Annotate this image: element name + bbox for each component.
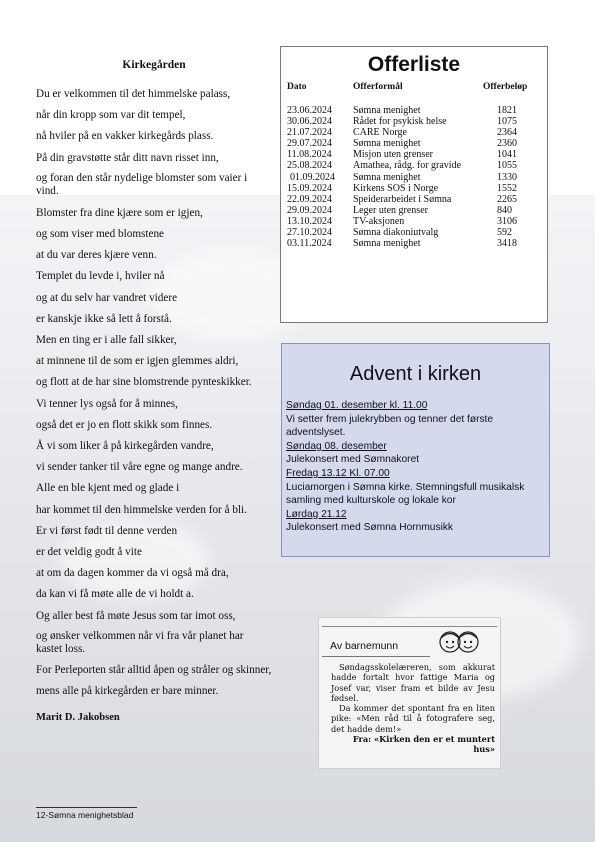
offer-amount: 1821 bbox=[497, 105, 517, 116]
poem-title: Kirkegården bbox=[122, 59, 186, 71]
poem-line: Vi tenner lys også for å minnes, bbox=[36, 397, 178, 410]
poem-line: og som viser med blomstene bbox=[36, 228, 165, 241]
poem-line: har kommet til den himmelske verden for å bli. bbox=[36, 503, 247, 516]
advent-event-heading: Søndag 08. desember bbox=[286, 440, 387, 452]
offer-purpose: Misjon uten grenser bbox=[353, 149, 433, 161]
offer-date: 29.07.2024 bbox=[287, 138, 332, 150]
clipping-title: Av barnemunn bbox=[330, 640, 399, 652]
offer-date: 27.10.2024 bbox=[287, 227, 332, 239]
poem-author: Marit D. Jakobsen bbox=[36, 711, 120, 723]
offer-date: 15.09.2024 bbox=[287, 182, 332, 194]
offer-purpose: Amathea, rådg. for gravide bbox=[353, 160, 462, 172]
offer-list-title: Offerliste bbox=[367, 53, 461, 76]
poem-line: at du var deres kjære venn. bbox=[36, 249, 157, 262]
offer-row bbox=[287, 172, 543, 183]
poem-line: Å vi som liker å på kirkegården vandre, bbox=[36, 440, 214, 453]
offer-row bbox=[287, 149, 543, 160]
poem-lines bbox=[36, 84, 272, 703]
poem-line: vi sender tanker til våre egne og mange andre. bbox=[36, 461, 243, 474]
offer-amount: 2364 bbox=[497, 127, 517, 139]
offer-amount: 592 bbox=[497, 227, 512, 239]
offer-amount: 1041 bbox=[497, 149, 517, 161]
offer-date: 30.06.2024 bbox=[287, 116, 332, 128]
offer-date: 13.10.2024 bbox=[287, 215, 332, 227]
offer-amount: 840 bbox=[497, 204, 512, 216]
offer-date: 01.09.2024 bbox=[290, 171, 335, 183]
poem-line: På din gravstøtte står ditt navn risset inn, bbox=[36, 151, 219, 164]
advent-event-text: Julekonsert med Sømna Hornmusikk bbox=[286, 522, 454, 534]
offer-row bbox=[287, 205, 543, 216]
advent-event-heading: Lørdag 21.12 bbox=[286, 508, 347, 520]
poem-line: når din kropp som var dit tempel, bbox=[36, 109, 186, 122]
poem-line: Alle en ble kjent med og glade i bbox=[36, 482, 180, 495]
advent-event-heading: Fredag 13.12 Kl. 07.00 bbox=[286, 467, 390, 479]
poem-line: Og aller best få møte Jesus som tar imot oss, bbox=[36, 609, 236, 622]
offer-row bbox=[287, 105, 543, 116]
offer-list-rows bbox=[287, 105, 543, 249]
clipping-source: Fra: «Kirken den er et muntert hus» bbox=[352, 734, 495, 755]
offer-purpose: Sømna menighet bbox=[353, 138, 421, 150]
offer-row bbox=[287, 216, 543, 227]
poem-line: også det er jo en flott skikk som finnes. bbox=[36, 418, 213, 431]
offer-purpose: Sømna menighet bbox=[353, 238, 421, 250]
offer-amount: 1552 bbox=[497, 182, 517, 194]
poem-line: nå hviler på en vakker kirkegårds plass. bbox=[36, 130, 214, 143]
offer-row bbox=[287, 194, 543, 205]
offer-purpose: Sømna menighet bbox=[353, 105, 421, 116]
poem-line: at minnene til de som er igjen glemmes aldri, bbox=[36, 355, 239, 368]
newspaper-clipping bbox=[318, 617, 501, 769]
advent-event-text: Luciamorgen i Sømna kirke. Stemningsfull musikalsk samling med kulturskole og lokale kor bbox=[286, 481, 525, 507]
offer-amount: 2360 bbox=[497, 138, 517, 150]
page-footer: 12-Sømna menighetsblad bbox=[36, 810, 134, 820]
offer-amount: 1055 bbox=[497, 160, 517, 172]
advent-event-text: Vi setter frem julekrybben og tenner det første adventslyset. bbox=[286, 413, 494, 439]
offer-row bbox=[287, 116, 543, 127]
poem-line: For Perleporten står alltid åpen og stråler og skinner, bbox=[36, 663, 272, 676]
offer-purpose: TV-aksjonen bbox=[353, 215, 405, 227]
offer-purpose: Leger uten grenser bbox=[353, 204, 428, 216]
offer-purpose: Rådet for psykisk helse bbox=[353, 116, 447, 128]
poem-line: er det veldig godt å vite bbox=[36, 546, 142, 559]
offer-row bbox=[287, 138, 543, 149]
footer-rule bbox=[36, 807, 137, 808]
offer-purpose: CARE Norge bbox=[353, 127, 407, 139]
offer-row bbox=[287, 238, 543, 249]
poem-line: da kan vi få møte alle de vi holdt a. bbox=[36, 588, 194, 601]
column-header-date: Dato bbox=[287, 82, 307, 92]
offer-row bbox=[287, 127, 543, 138]
offer-purpose: Kirkens SOS i Norge bbox=[353, 182, 439, 194]
offer-amount: 1330 bbox=[497, 171, 517, 183]
poem-line: Du er velkommen til det himmelske palass, bbox=[36, 88, 231, 100]
poem-line: Templet du levde i, hviler nå bbox=[36, 270, 165, 283]
advent-event-heading: Søndag 01. desember kl. 11.00 bbox=[286, 400, 428, 411]
column-header-amount: Offerbeløp bbox=[483, 82, 528, 92]
offer-amount: 2265 bbox=[497, 193, 517, 205]
offer-amount: 3106 bbox=[497, 215, 517, 227]
poem bbox=[36, 58, 272, 728]
poem-line: og at du selv har vandret videre bbox=[36, 291, 178, 304]
offer-row bbox=[287, 160, 543, 171]
offer-amount: 3418 bbox=[497, 238, 517, 250]
poem-line: Er vi først født til denne verden bbox=[36, 524, 178, 537]
offer-list-box bbox=[280, 46, 548, 323]
clipping-title-rule bbox=[322, 656, 430, 657]
offer-row bbox=[287, 227, 543, 238]
poem-line: er kanskje ikke så lett å forstå. bbox=[36, 312, 172, 325]
column-header-purpose: Offerformål bbox=[353, 82, 403, 92]
clipping-paragraph: Søndagsskolelæreren, som akkurat hadde fortalt hvor fattige Maria og Josef var, viser fram et bilde av Jesu fødsel. bbox=[331, 662, 495, 703]
offer-date: 03.11.2024 bbox=[287, 238, 332, 250]
offer-purpose: Speiderarbeidet i Sømna bbox=[353, 193, 452, 205]
offer-row bbox=[287, 183, 543, 194]
children-faces-icon bbox=[437, 627, 481, 657]
offer-date: 25.08.2024 bbox=[287, 160, 332, 172]
offer-date: 23.06.2024 bbox=[287, 105, 332, 116]
advent-event-text: Julekonsert med Sømnakoret bbox=[286, 454, 420, 466]
poem-line: og flott at de har sine blomstrende pynteskikker. bbox=[36, 376, 252, 389]
advent-title: Advent i kirken bbox=[349, 363, 482, 385]
advent-box bbox=[281, 343, 550, 557]
poem-line: mens alle på kirkegården er bare minner. bbox=[36, 685, 219, 698]
offer-date: 21.07.2024 bbox=[287, 127, 332, 139]
offer-date: 29.09.2024 bbox=[287, 204, 332, 216]
clipping-paragraph: Da kommer det spontant fra en liten pike: «Men råd til å fotografere seg, det hadde dem!» bbox=[331, 703, 495, 734]
offer-date: 22.09.2024 bbox=[287, 193, 332, 205]
poem-line: at om da dagen kommer da vi også må dra, bbox=[36, 567, 229, 580]
offer-purpose: Sømna diakoniutvalg bbox=[353, 227, 439, 239]
advent-schedule bbox=[286, 399, 546, 535]
clipping-text bbox=[331, 662, 495, 755]
poem-line: Blomster fra dine kjære som er igjen, bbox=[36, 206, 203, 219]
poem-line: Men en ting er i alle fall sikker, bbox=[36, 334, 177, 347]
offer-purpose: Sømna menighet bbox=[353, 171, 421, 183]
poem-line: og ønsker velkommen når vi fra vår planet har kastet loss. bbox=[36, 629, 244, 656]
offer-amount: 1075 bbox=[497, 116, 517, 128]
poem-line: og foran den står nydelige blomster som vaier i vind. bbox=[36, 171, 248, 198]
offer-date: 11.08.2024 bbox=[287, 149, 332, 161]
